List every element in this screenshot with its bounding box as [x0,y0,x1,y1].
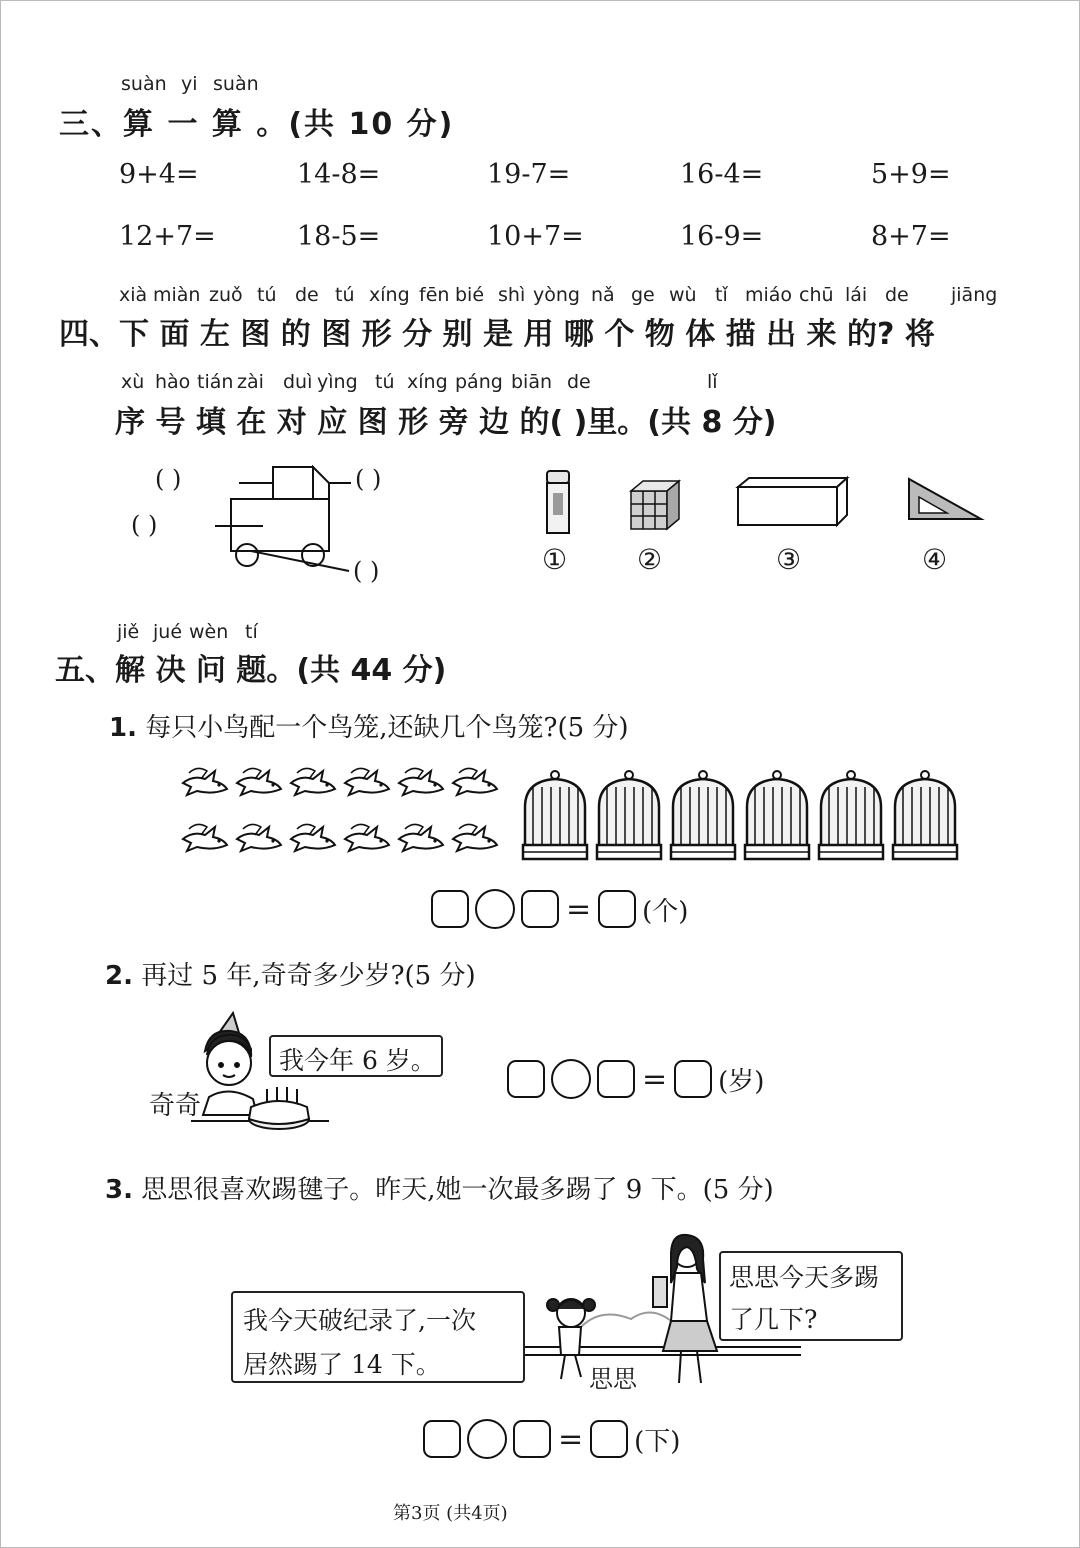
birdcage-icon [819,771,883,859]
equation: 5+9= [871,159,951,190]
label-3: ③ [776,543,802,576]
section4-title-1: 四、下 面 左 图 的 图 形 分 别 是 用 哪 个 物 体 描 出 来 的? 将 [59,317,935,352]
bird-icon [345,768,389,795]
pinyin: yi [181,73,198,95]
answer-box[interactable] [513,1420,551,1458]
operator-circle[interactable] [467,1419,507,1459]
answer-box[interactable] [590,1420,628,1458]
bird-icon [399,824,443,851]
section4-pinyin-2: xù hào tián zài duì yìng tú xíng páng biān de lǐ [121,371,718,393]
answer-equation-1: = (个) [431,889,688,929]
bubble-line: 了几下? [729,1305,818,1334]
equation: 16-9= [680,221,764,252]
equation: 10+7= [487,221,584,252]
equation: 18-5= [297,221,381,252]
question-3: 3. 思思很喜欢踢毽子。昨天,她一次最多踢了 9 下。(5 分) [105,1175,774,1205]
equation: 14-8= [297,159,381,190]
bird-icon [291,768,335,795]
bird-icon [291,824,335,851]
boy-with-cake-illustration [187,1011,337,1143]
section5-title: 五、解 决 问 题。(共 44 分) [55,653,447,688]
section3-pinyin [1,73,1080,97]
car-wheel [236,544,258,566]
answer-box[interactable] [674,1060,712,1098]
operator-circle[interactable] [551,1059,591,1099]
answer-equation-3: = (下) [423,1419,680,1459]
speech-bubble-teacher [719,1251,903,1341]
birds-illustration [179,761,509,861]
equation: 8+7= [871,221,951,252]
equation: 16-4= [680,159,764,190]
cages-illustration [521,769,965,863]
question-2: 2. 再过 5 年,奇奇多少岁?(5 分) [105,961,476,991]
label-1: ① [542,543,568,576]
name-sisi: 思思 [589,1365,637,1393]
bird-icon [399,768,443,795]
speech-bubble-sisi [231,1291,525,1383]
equation: 9+4= [119,159,199,190]
bird-icon [237,768,281,795]
question-1: 1. 每只小鸟配一个鸟笼,还缺几个鸟笼?(5 分) [109,713,629,743]
birdcage-icon [745,771,809,859]
bird-icon [183,768,227,795]
pinyin: suàn [213,73,259,95]
page-footer: 第3页 (共4页) [393,1503,508,1524]
unit-label: (个) [642,896,689,927]
answer-box[interactable] [598,890,636,928]
answer-box[interactable] [507,1060,545,1098]
bird-icon [453,768,497,795]
answer-paren[interactable]: ( ) [355,465,382,493]
bubble-line: 思思今天多踢 [729,1263,880,1292]
bird-icon [237,824,281,851]
section4-pinyin-1: xià miàn zuǒ tú de tú xíng fēn bié shì yòng nǎ ge wù tǐ miáo chū lái de jiāng [119,284,998,306]
equation: 12+7= [119,221,216,252]
label-2: ② [637,543,663,576]
equation: 19-7= [487,159,571,190]
box-object [735,475,851,529]
speech-bubble-qiqi: 我今年 6 岁。 [269,1035,443,1077]
answer-paren[interactable]: ( ) [131,511,158,539]
unit-label: (岁) [718,1066,765,1097]
birdcage-icon [523,771,587,859]
triangle-ruler-object [905,475,985,523]
glue-stick-object [543,469,573,537]
pinyin: suàn [121,73,167,95]
car-cabin [273,467,313,499]
cube-object [629,479,685,531]
bubble-line: 居然踢了 14 下。 [243,1350,441,1379]
birdcage-icon [597,771,661,859]
answer-box[interactable] [431,890,469,928]
section5-pinyin: jiě jué wèn tí [117,621,258,643]
answer-box[interactable] [423,1420,461,1458]
answer-box[interactable] [597,1060,635,1098]
birdcage-icon [671,771,735,859]
car-window [313,467,329,499]
answer-box[interactable] [521,890,559,928]
operator-circle[interactable] [475,889,515,929]
bird-icon [453,824,497,851]
bird-icon [345,824,389,851]
bird-icon [183,824,227,851]
answer-paren[interactable]: ( ) [155,465,182,493]
unit-label: (下) [634,1426,681,1457]
answer-equation-2: = (岁) [507,1059,764,1099]
label-4: ④ [922,543,948,576]
birdcage-icon [893,771,957,859]
name-qiqi: 奇奇 [149,1091,202,1121]
car-figure [151,459,451,589]
section4-title-2: 序 号 填 在 对 应 图 形 旁 边 的( )里。(共 8 分) [115,405,777,440]
bubble-line: 我今天破纪录了,一次 [243,1306,476,1335]
answer-paren[interactable]: ( ) [353,557,380,585]
section3-title: 三、算 一 算 。(共 10 分) [59,107,455,142]
